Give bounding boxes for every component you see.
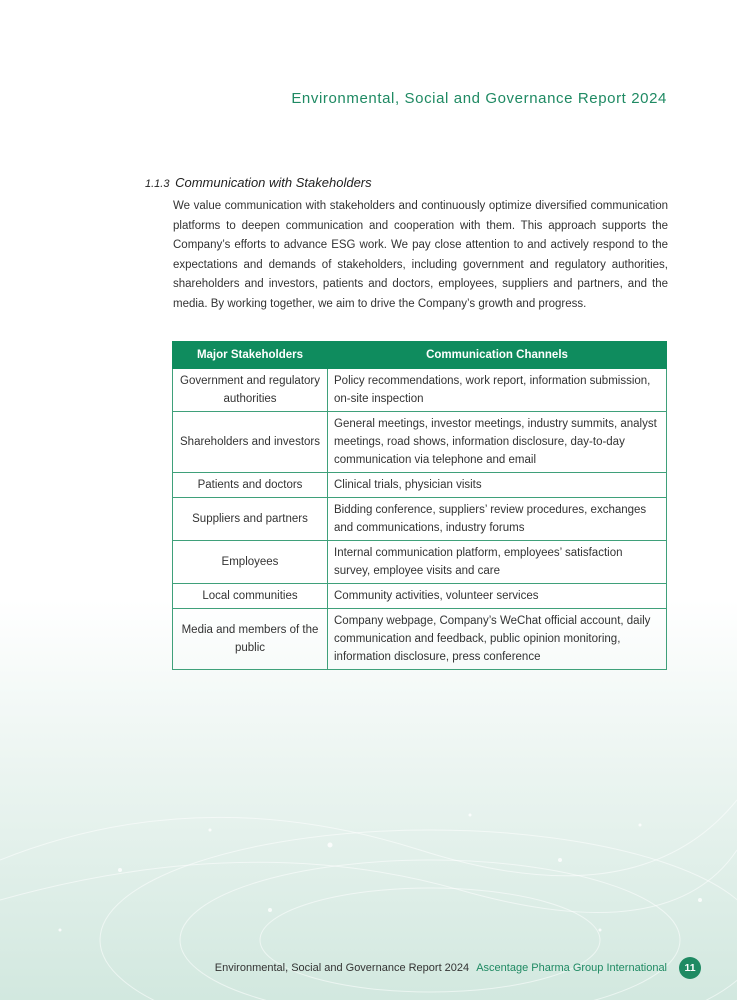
stakeholder-cell: Employees xyxy=(173,541,328,584)
stakeholder-cell: Suppliers and partners xyxy=(173,498,328,541)
table-header-row xyxy=(173,342,667,369)
section-number: 1.1.3 xyxy=(145,178,170,190)
table-row xyxy=(173,473,667,498)
section-title: Communication with Stakeholders xyxy=(175,175,372,190)
table-row xyxy=(173,369,667,412)
stakeholder-cell: Media and members of the public xyxy=(173,609,328,670)
header-title: Environmental, Social and Governance Report 2024 xyxy=(291,90,667,107)
channels-cell: Clinical trials, physician visits xyxy=(328,473,667,498)
footer-report-title: Environmental, Social and Governance Report 2024 xyxy=(214,962,470,974)
header-communication-channels: Communication Channels xyxy=(328,342,667,369)
channels-cell: Company webpage, Company’s WeChat official account, daily communication and feedback, public opinion monitoring, information disclosure, press conference xyxy=(328,609,667,670)
header-major-stakeholders: Major Stakeholders xyxy=(173,342,328,369)
table-row xyxy=(173,609,667,670)
table-row xyxy=(173,412,667,473)
channels-cell: Policy recommendations, work report, information submission, on-site inspection xyxy=(328,369,667,412)
table-row xyxy=(173,498,667,541)
channels-cell: Bidding conference, suppliers’ review procedures, exchanges and communications, industry forums xyxy=(328,498,667,541)
stakeholder-cell: Local communities xyxy=(173,584,328,609)
stakeholder-table xyxy=(172,341,667,670)
page-number-badge: 11 xyxy=(679,957,701,979)
section-body-paragraph: We value communication with stakeholders and continuously optimize diversified communication platforms to deepen communication and cooperation with them. This approach supports the Company’s efforts to advance ESG work. We pay close attention to and actively respond to the expectations and demands of stakeholders, including government and regulatory authorities, shareholders and investors, patients and doctors, employees, suppliers and partners, and the media. By working together, we aim to drive the Company’s growth and progress. xyxy=(173,200,668,310)
channels-cell: General meetings, investor meetings, industry summits, analyst meetings, road shows, information disclosure, day-to-day communication via telephone and email xyxy=(328,412,667,473)
channels-cell: Internal communication platform, employees’ satisfaction survey, employee visits and care xyxy=(328,541,667,584)
table-row xyxy=(173,541,667,584)
channels-cell: Community activities, volunteer services xyxy=(328,584,667,609)
stakeholder-cell: Shareholders and investors xyxy=(173,412,328,473)
footer-company-name: Ascentage Pharma Group International xyxy=(476,962,667,974)
table-row xyxy=(173,584,667,609)
section-heading xyxy=(145,175,372,190)
stakeholder-cell: Patients and doctors xyxy=(173,473,328,498)
footer xyxy=(215,962,667,974)
stakeholder-cell: Government and regulatory authorities xyxy=(173,369,328,412)
